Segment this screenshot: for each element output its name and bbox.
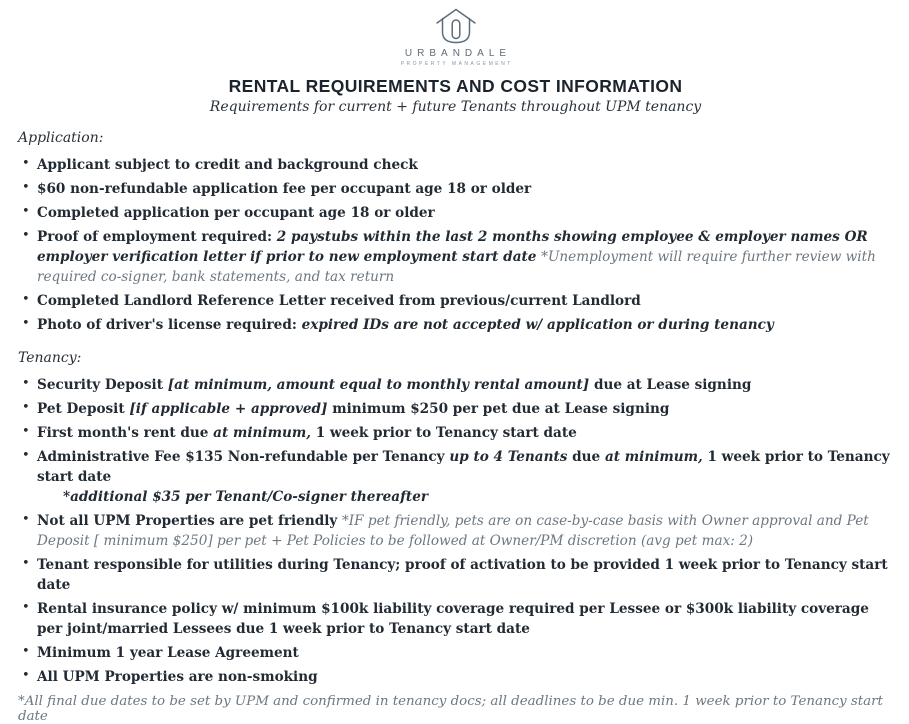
text-segment: at minimum, xyxy=(213,425,316,441)
bullet-item xyxy=(18,643,893,663)
text-segment: First month's rent due xyxy=(37,425,214,441)
text-segment: *Unemployment will require further review with required co-signer, bank statements, and tax return xyxy=(37,249,876,285)
text-segment: $60 non-refundable application fee per occupant age 18 or older xyxy=(37,181,532,197)
page-subtitle: Requirements for current + future Tenants throughout UPM tenancy xyxy=(209,99,702,115)
brand-name: URBANDALE xyxy=(404,48,512,59)
text-segment: Tenant responsible for utilities during Tenancy; proof of activation to be provided 1 week prior to Tenancy start date xyxy=(37,557,888,593)
bullet-item xyxy=(18,555,893,595)
text-segment: Pet Deposit xyxy=(37,401,130,417)
text-segment: *IF pet friendly, pets are on case-by-case basis with Owner approval and Pet Deposit [ minimum $250] per pet + Pet Policies to be followed at Owner/PM discretion (avg pet max: 2) xyxy=(37,513,869,549)
text-segment: due at Lease signing xyxy=(593,377,752,393)
bullet-list xyxy=(18,375,893,687)
text-segment: minimum $250 per pet due at Lease signing xyxy=(332,401,670,417)
text-segment: expired IDs are not accepted w/ application or during tenancy xyxy=(301,317,774,333)
text-segment: All UPM Properties are non-smoking xyxy=(37,669,318,685)
text-segment: 1 week prior to Tenancy start date xyxy=(37,449,890,485)
text-segment: [at minimum, amount equal to monthly rental amount] xyxy=(167,377,594,393)
bullet-item xyxy=(18,155,893,175)
bullet-item xyxy=(18,315,893,335)
brand-tagline: PROPERTY MANAGEMENT xyxy=(400,61,513,67)
text-segment: [if applicable + approved] xyxy=(129,401,333,417)
footnote: *All final due dates to be set by UPM and confirmed in tenancy docs; all deadlines to be due min. 1 week prior to Tenancy start date xyxy=(18,694,883,724)
bullet-item xyxy=(18,599,893,639)
document-header xyxy=(18,6,893,115)
bullet-item xyxy=(18,291,893,311)
text-segment: *additional $35 per Tenant/Co-signer thereafter xyxy=(63,489,429,505)
section-heading: Application: xyxy=(18,130,104,146)
bullet-item xyxy=(18,511,893,551)
text-segment: Completed application per occupant age 18 or older xyxy=(37,205,435,221)
text-segment: Administrative Fee $135 Non-refundable per Tenancy xyxy=(37,449,450,465)
text-segment: 1 week prior to Tenancy start date xyxy=(315,425,577,441)
text-segment: at minimum, xyxy=(604,449,708,465)
text-segment: Minimum 1 year Lease Agreement xyxy=(37,645,299,661)
house-icon xyxy=(430,6,482,46)
content-sections xyxy=(18,130,893,687)
bullet-item xyxy=(18,227,893,287)
text-segment: Applicant subject to credit and background check xyxy=(37,157,418,173)
text-segment: Not all UPM Properties are pet friendly xyxy=(37,513,342,529)
logo xyxy=(18,6,893,67)
text-segment: Proof of employment required: xyxy=(37,229,277,245)
bullet-list xyxy=(18,155,893,335)
bullet-item xyxy=(18,179,893,199)
section-heading: Tenancy: xyxy=(18,350,82,366)
bullet-item xyxy=(18,667,893,687)
text-segment: due xyxy=(572,449,605,465)
bullet-item xyxy=(18,375,893,395)
bullet-item xyxy=(18,399,893,419)
text-segment: Security Deposit xyxy=(37,377,168,393)
page-title: RENTAL REQUIREMENTS AND COST INFORMATION xyxy=(228,76,683,96)
bullet-item xyxy=(18,203,893,223)
text-segment: 2 paystubs within the last 2 months showing employee & employer names OR employer verification letter if prior to new employment start date xyxy=(37,229,868,265)
text-segment: up to 4 Tenants xyxy=(449,449,573,465)
bullet-item xyxy=(18,423,893,443)
text-segment: Completed Landlord Reference Letter received from previous/current Landlord xyxy=(37,293,641,309)
text-segment: Photo of driver's license required: xyxy=(37,317,302,333)
bullet-item xyxy=(18,447,893,507)
bullet-subline xyxy=(37,487,893,507)
text-segment: Rental insurance policy w/ minimum $100k liability coverage required per Lessee or $300k liability coverage per joint/married Lessees due 1 week prior to Tenancy start date xyxy=(37,601,869,637)
